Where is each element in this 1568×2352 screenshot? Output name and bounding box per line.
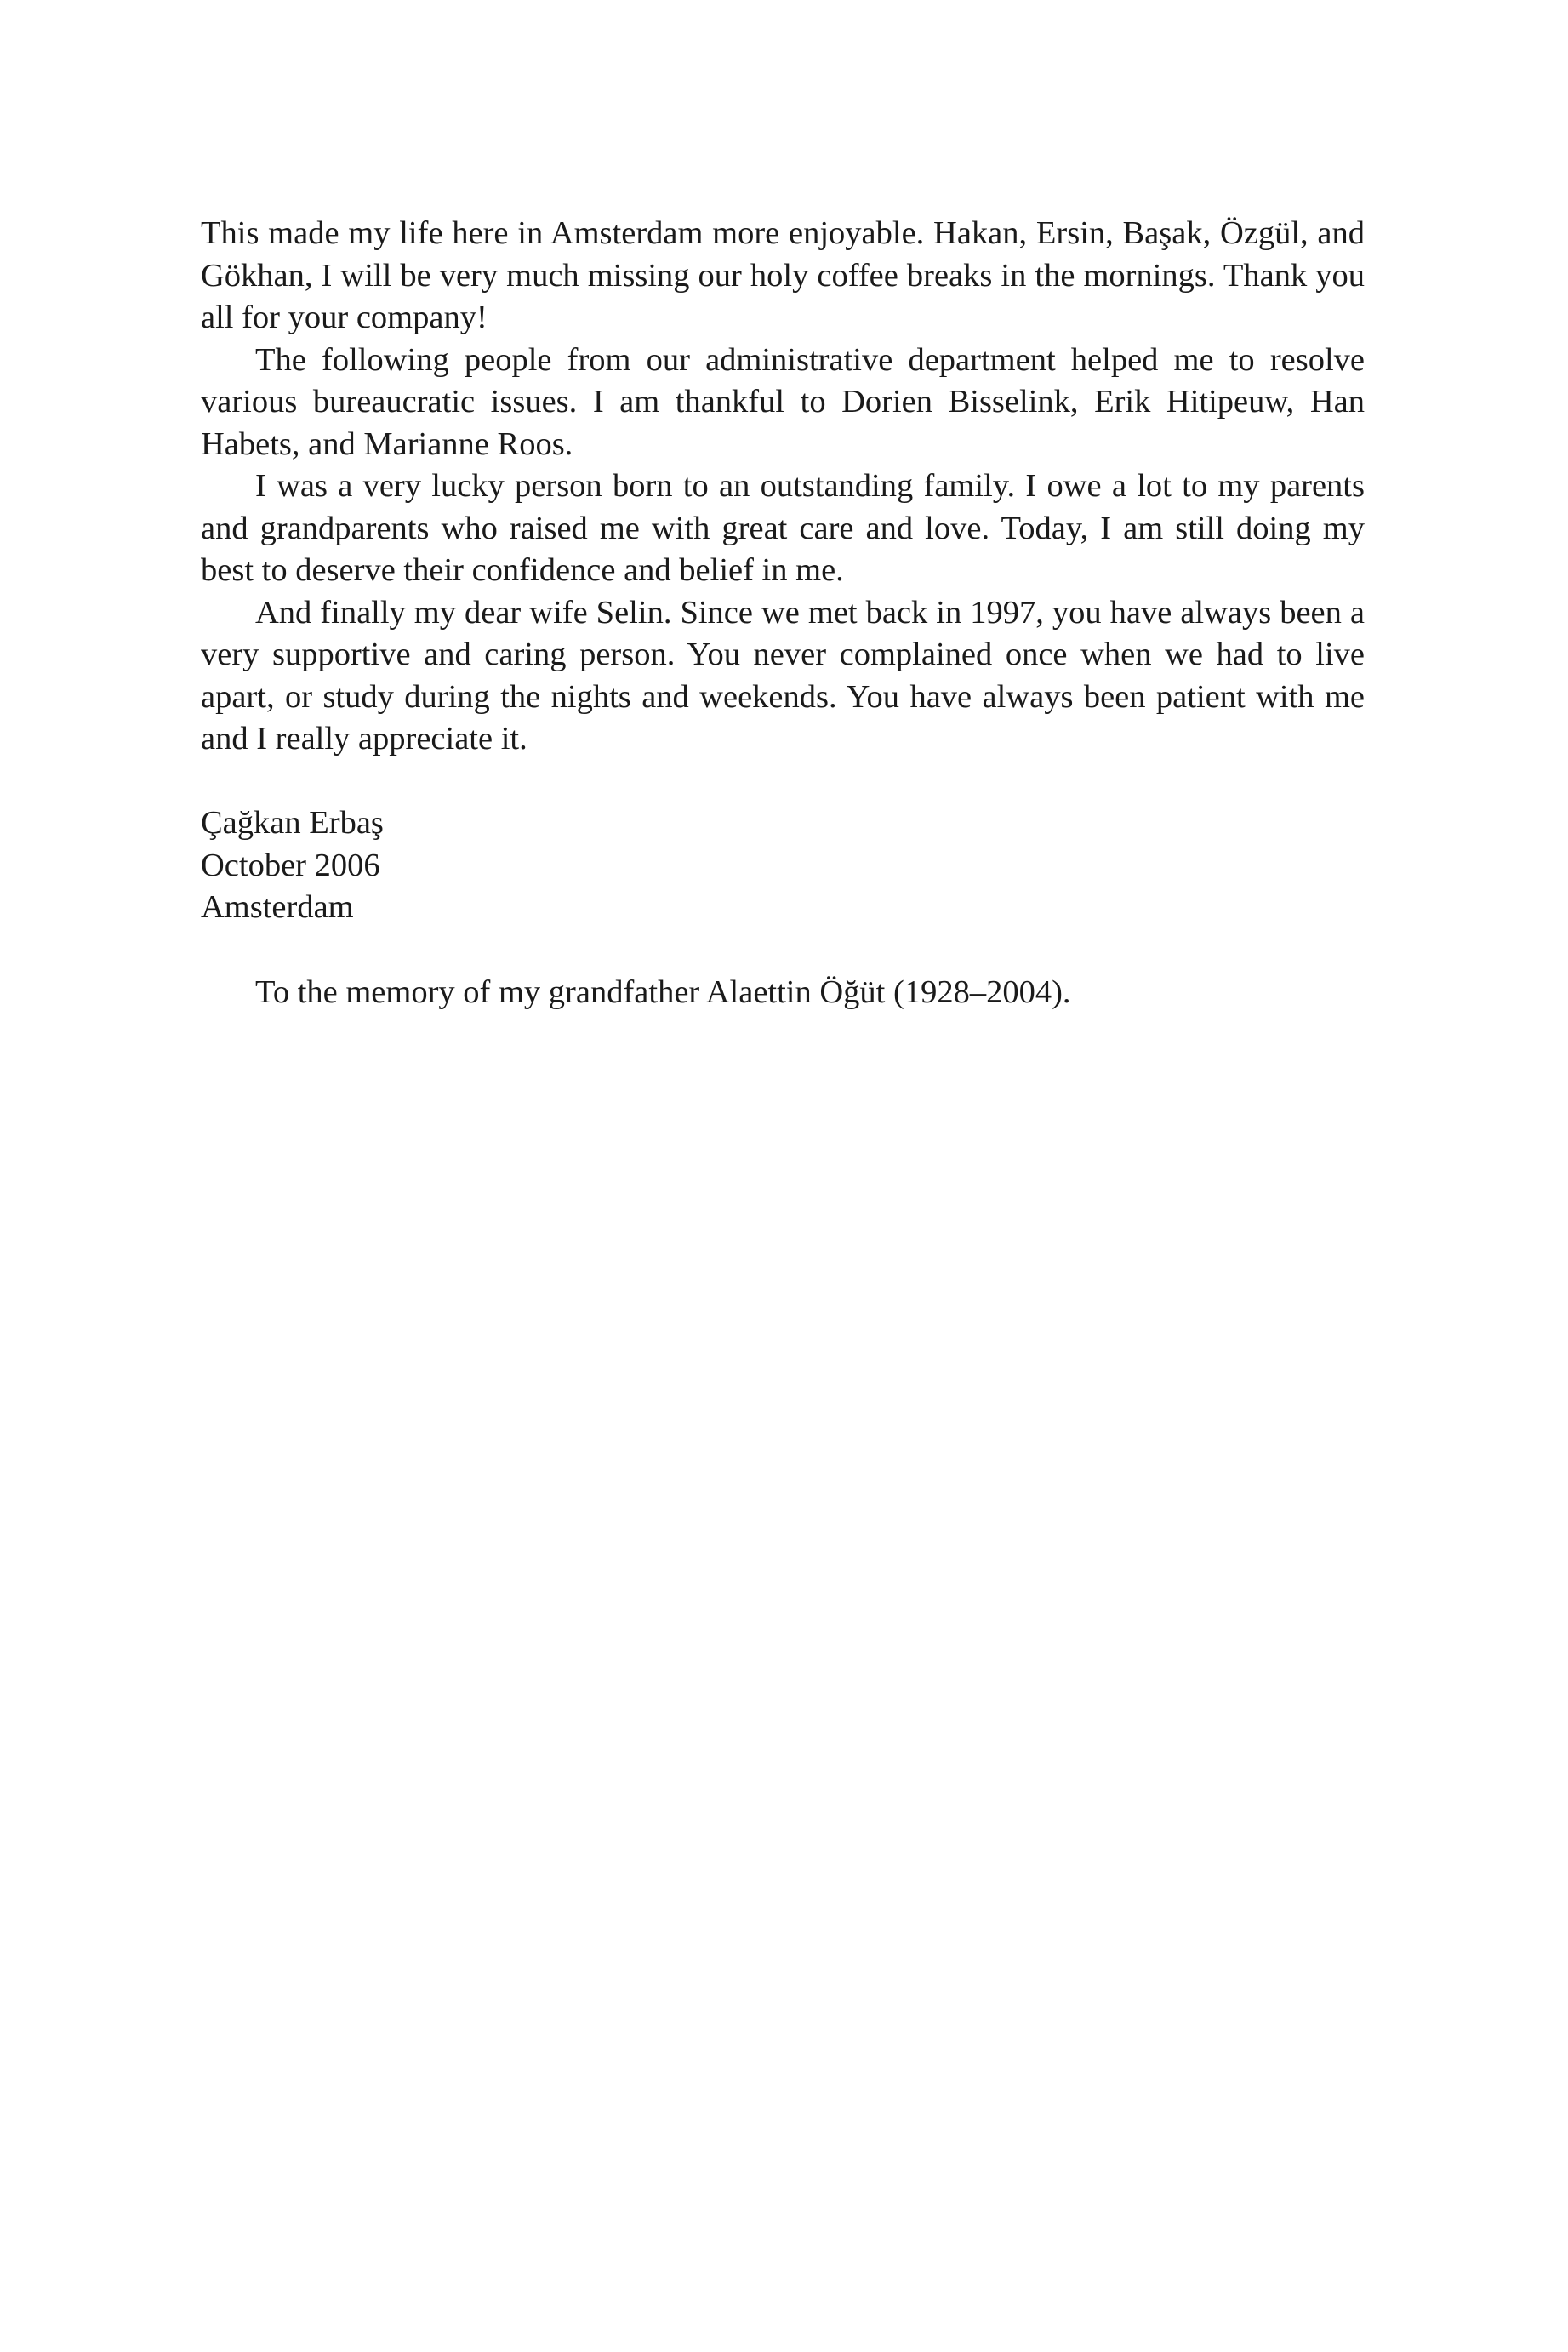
signature-place: Amsterdam (201, 889, 354, 925)
paragraph-colleagues: This made my life here in Amsterdam more enjoyable. Hakan, Ersin, Başak, Özgül, and Gökhan, I will be very much missing our holy coffee breaks in the mornings. Thank you all for your company! (201, 215, 1365, 335)
paragraph-family: I was a very lucky person born to an outstanding family. I owe a lot to my parents and grandparents who raised me with great care and love. Today, I am still doing my best to deserve their confidence and belief in me. (201, 468, 1365, 588)
paragraph-wife: And finally my dear wife Selin. Since we met back in 1997, you have always been a very supportive and caring person. You never complained once when we had to live apart, or study during the nights and weekends. You have always been patient with me and I really appreciate it. (201, 594, 1365, 756)
acknowledgements-text (201, 213, 1365, 1013)
paragraph-administrative-staff: The following people from our administrative department helped me to resolve various bureaucratic issues. I am thankful to Dorien Bisselink, Erik Hitipeuw, Han Habets, and Marianne Roos. (201, 341, 1365, 462)
dedication-line: To the memory of my grandfather Alaettin Öğüt (1928–2004). (255, 973, 1071, 1010)
signature-block (201, 802, 1365, 929)
signature-name: Çağkan Erbaş (201, 805, 384, 841)
signature-date: October 2006 (201, 847, 380, 883)
